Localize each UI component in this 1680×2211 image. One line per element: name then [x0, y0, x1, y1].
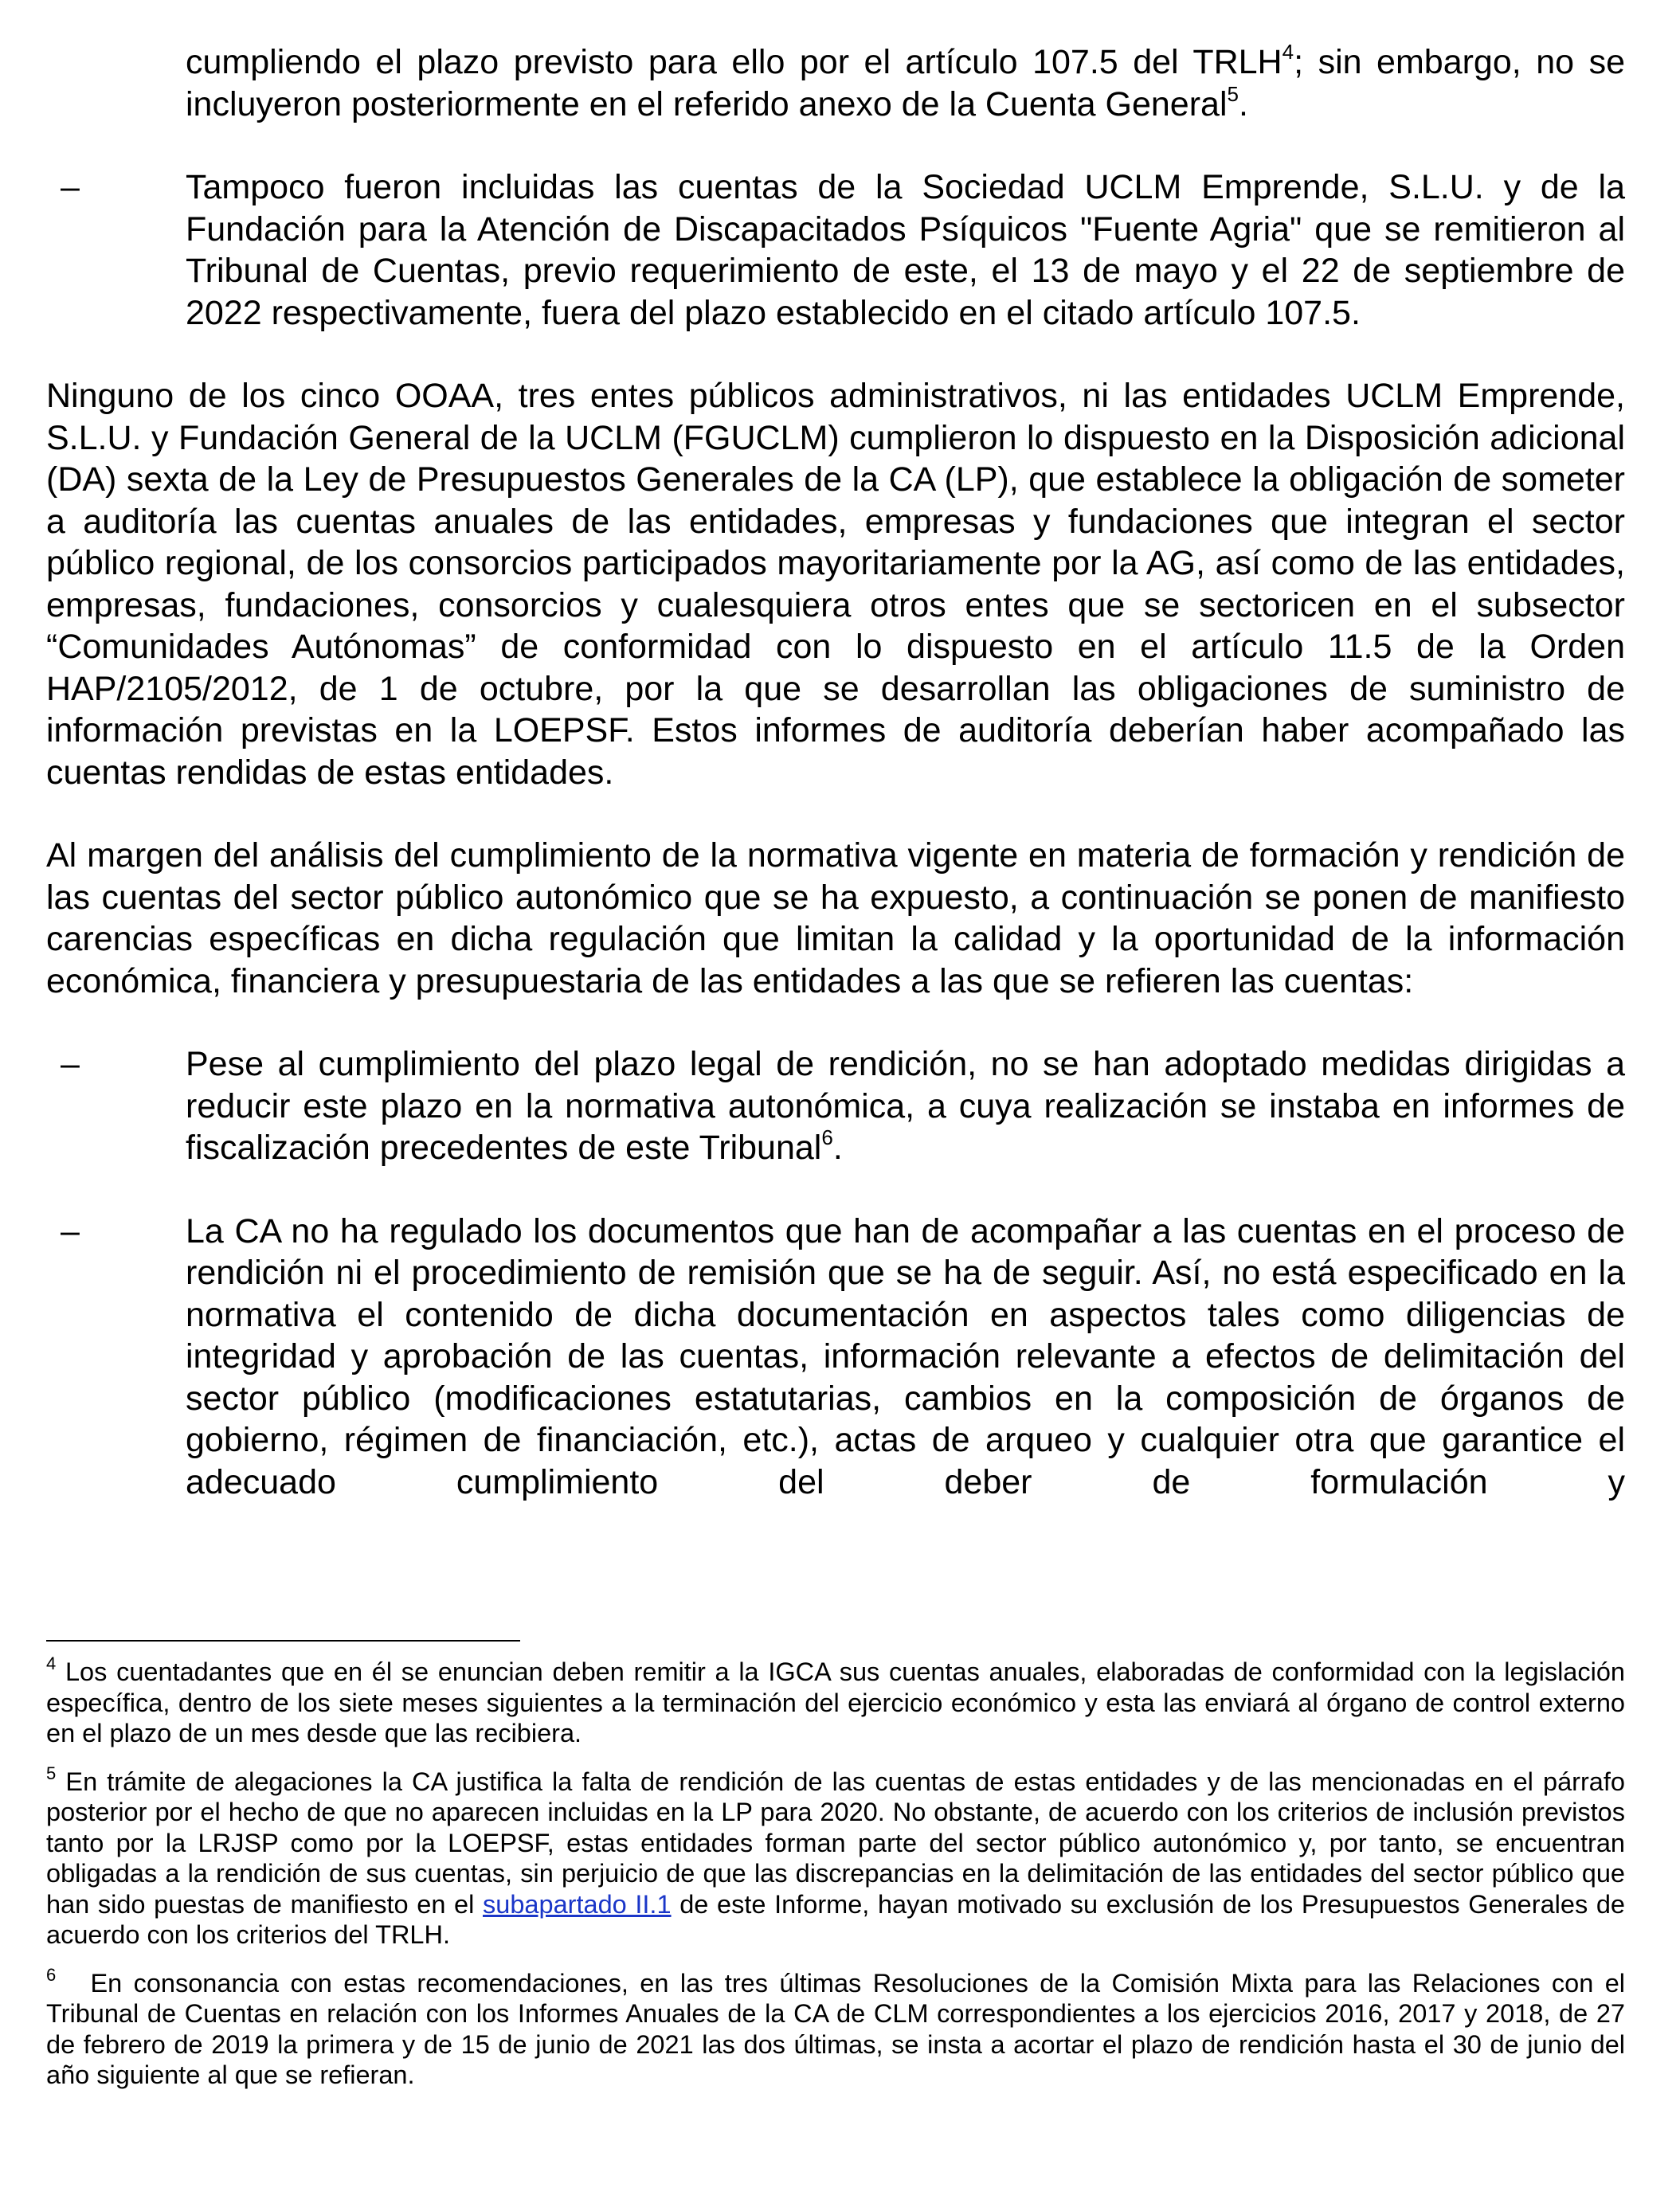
bullet-item-ca: [61, 1211, 1625, 1504]
bullet-dash: –: [61, 168, 80, 206]
footnote-4: [46, 1653, 1625, 1749]
footnote-number-4: 4: [46, 1653, 57, 1673]
footnote-ref-4[interactable]: 4: [1282, 40, 1294, 64]
footnote-text-5-end: de este Informe, hayan motivado su exclusión de los Presupuestos Generales de acuerdo con los criterios del TRLH.: [46, 1889, 1626, 1949]
bullet-dash: –: [61, 1045, 80, 1083]
bullet-text-tampoco: Tampoco fueron incluidas las cuentas de la Sociedad UCLM Emprende, S.L.U. y de la Fundación para la Atención de Discapacitados Psíquicos "Fuente Agria" que se remitieron al Tribunal de Cuentas, previo requerimiento de este, el 13 de mayo y el 22 de septiembre de 2022 respectivamente, fuera del plazo establecido en el citado artículo 107.5.: [186, 168, 1625, 332]
continued-text-2: ; sin embargo, no se incluyeron posteriormente en el referido anexo de la Cuenta General: [186, 43, 1626, 123]
footnote-5: [46, 1763, 1626, 1951]
bullet-text-ca: La CA no ha regulado los documentos que han de acompañar a las cuentas en el proceso de rendición ni el procedimiento de remisión que se ha de seguir. Así, no está especificado en la normativa el contenido de dicha documentación en aspectos tales como diligencias de integridad y aprobación de las cuentas, información relevante a efectos de delimitación del sector público (modificaciones estatutarias, cambios en la composición de órganos de gobierno, régimen de financiación, etc.), actas de arqueo y cualquier otra que garantice el adecuado cumplimiento del deber de formulación y: [186, 1211, 1625, 1501]
paragraph-ninguno: Ninguno de los cinco OOAA, tres entes públicos administrativos, ni las entidades UCLM Emprende, S.L.U. y Fundación General de la UCLM (FGUCLM) cumplieron lo dispuesto en la Disposición adicional (DA) sexta de la Ley de Presupuestos Generales de la CA (LP), que establece la obligación de someter a auditoría las cuentas anuales de las entidades, empresas y fundaciones que integran el sector público regional, de los consorcios participados mayoritariamente por la AG, así como de las entidades, empresas, fundaciones, consorcios y cualesquiera otros entes que se sectoricen en el subsector “Comunidades Autónomas” de conformidad con lo dispuesto en el artículo 11.5 de la Orden HAP/2105/2012, de 1 de octubre, por la que se desarrollan las obligaciones de suministro de información previstas en la LOEPSF. Estos informes de auditoría deberían haber acompañado las cuentas rendidas de estas entidades.: [46, 377, 1625, 792]
footnote-text-4: Los cuentadantes que en él se enuncian deben remitir a la IGCA sus cuentas anuales, elaboradas de conformidad con la legislación específica, dentro de los siete meses siguientes a la terminación del ejercicio económico y esta las enviará al órgano de control externo en el plazo de un mes desde que las recibiera.: [46, 1657, 1625, 1747]
bullet-pese-end: .: [832, 1129, 843, 1167]
footnote-number-6: 6: [46, 1964, 57, 1985]
footnote-ref-5[interactable]: 5: [1227, 81, 1239, 106]
footnote-text-6: En consonancia con estas recomendaciones, en las tres últimas Resoluciones de la Comisión Mixta para las Relaciones con el Tribunal de Cuentas en relación con los Informes Anuales de la CA de CLM correspondientes a los ejercicios 2016, 2017 y 2018, de 27 de febrero de 2019 la primera y de 15 de junio de 2021 las dos últimas, se insta a acortar el plazo de rendición hasta el 30 de junio del año siguiente al que se refieran.: [46, 1968, 1625, 2089]
continued-paragraph: [186, 41, 1625, 125]
bullet-item-tampoco: [61, 166, 1625, 334]
continued-text: cumpliendo el plazo previsto para ello por el artículo 107.5 del TRLH: [186, 43, 1283, 81]
footnote-text-5: En trámite de alegaciones la CA justifica la falta de rendición de las cuentas de estas entidades y de las mencionadas en el párrafo posterior por el hecho de que no aparecen incluidas en la LP para 2020. No obstante, de acuerdo con los criterios de inclusión previstos tanto por la LRJSP como por la LOEPSF, estas entidades forman parte del sector público autonómico y, por tanto, se encuentran obligadas a la rendición de sus cuentas, sin perjuicio de que las discrepancias en la delimitación de las entidades del sector público que han sido puestas de manifiesto en el: [46, 1767, 1625, 1919]
footnote-number-5: 5: [46, 1763, 57, 1783]
main-text: [46, 41, 1625, 1503]
footnote-separator: [46, 1640, 520, 1642]
subapartado-link[interactable]: subapartado II.1: [483, 1889, 672, 1919]
bullet-dash: –: [61, 1211, 80, 1250]
footnote-6: [46, 1964, 1625, 2091]
paragraph-margen: Al margen del análisis del cumplimiento de la normativa vigente en materia de formación y rendición de las cuentas del sector público autonómico que se ha expuesto, a continuación se ponen de manifiesto carencias específicas en dicha regulación que limitan la calidad y la oportunidad de la información económica, financiera y presupuestaria de las entidades a las que se refieren las cuentas:: [46, 836, 1625, 1000]
footnote-ref-6[interactable]: 6: [821, 1125, 833, 1149]
footnotes: [46, 1653, 1626, 2108]
bullet-text-pese: [186, 1043, 1625, 1169]
continued-end: .: [1238, 84, 1248, 123]
bullet-item-pese: [61, 1043, 1625, 1169]
bullet-pese-body: Pese al cumplimiento del plazo legal de rendición, no se han adoptado medidas dirigidas a reducir este plazo en la normativa autonómica, a cuya realización se instaba en informes de fiscalización precedentes de este Tribunal: [186, 1045, 1625, 1167]
